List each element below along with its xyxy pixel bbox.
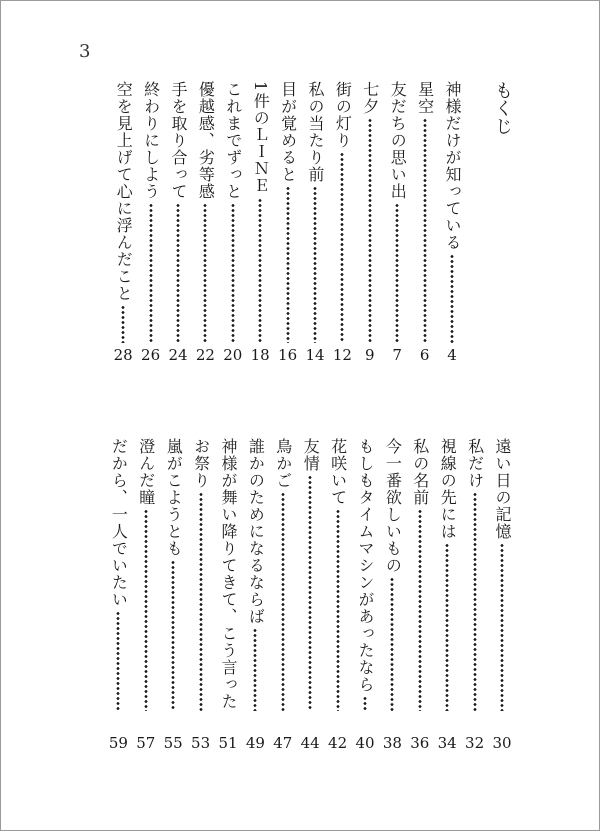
toc-entry-page-number: 20: [223, 346, 243, 364]
toc-entry-page-number: 30: [492, 734, 512, 752]
toc-entry-title: 空を見上げて心に浮んだこと: [114, 81, 134, 302]
toc-entry-leader: [339, 152, 345, 343]
toc-entry-leader: [198, 492, 204, 711]
toc-entry-leader: [312, 186, 318, 343]
toc-entry-title: お祭り: [191, 438, 211, 489]
toc-entry[interactable]: [302, 81, 328, 366]
toc-entry[interactable]: [357, 81, 383, 366]
toc-entry-title: 遠い日の記憶: [493, 438, 512, 540]
toc-entry-title: 花咲いて: [328, 438, 348, 506]
toc-entry-leader: [417, 509, 423, 711]
toc-entry-title: 神様が舞い降りてきて、こう言った: [219, 438, 238, 710]
toc-entry-leader: [472, 492, 478, 711]
toc-entry-title: 目が覚めると: [278, 81, 298, 183]
toc-entry[interactable]: [275, 81, 301, 366]
toc-entry-page-number: 49: [245, 734, 265, 752]
toc-entry-leader: [335, 509, 341, 711]
toc-entry-title: 誰かのためになるならば: [246, 438, 266, 625]
toc-entry-leader: [170, 560, 176, 711]
toc-entry-page-number: 28: [113, 346, 133, 364]
toc-entry[interactable]: [138, 81, 164, 366]
toc-entry-leader: [115, 611, 121, 711]
toc-entry[interactable]: [379, 438, 405, 754]
toc-entry-title: 七夕: [360, 81, 380, 115]
toc-entry-page-number: 51: [218, 734, 238, 752]
toc-entry-leader: [280, 492, 286, 711]
toc-entry-page-number: 12: [332, 346, 352, 364]
toc-entry[interactable]: [325, 438, 351, 754]
page-number: 3: [79, 41, 91, 62]
toc-entry-title: 1件のＬＩＮＥ: [251, 81, 271, 195]
toc-entry-leader: [307, 475, 313, 711]
toc-entry[interactable]: [247, 81, 273, 366]
toc-entry-page-number: 22: [195, 346, 215, 364]
toc-entry-title: 星空: [415, 81, 435, 115]
toc-entry-leader: [230, 203, 236, 343]
toc-entry-page-number: 47: [273, 734, 293, 752]
toc-entry-title: 視線の先には: [438, 438, 458, 540]
toc-entry-page-number: 44: [300, 734, 320, 752]
toc-entry-leader: [175, 203, 181, 343]
toc-entry-page-number: 14: [305, 346, 325, 364]
toc-entry-title: 私だけ: [465, 438, 485, 489]
toc-entry[interactable]: [329, 81, 355, 366]
toc-entry-leader: [444, 543, 450, 711]
toc-entry-title: だから、一人でいたい: [109, 438, 129, 608]
toc-entry-leader: [120, 305, 126, 343]
toc-entry-page-number: 34: [437, 734, 457, 752]
toc-entry[interactable]: [165, 81, 191, 366]
toc-entry-page-number: 53: [191, 734, 211, 752]
toc-entry-leader: [367, 118, 373, 343]
toc-entry-page-number: 59: [108, 734, 128, 752]
toc-entry-leader: [389, 577, 395, 711]
toc-entry[interactable]: [192, 81, 218, 366]
toc-entry[interactable]: [434, 438, 460, 754]
toc-entry[interactable]: [220, 81, 246, 366]
toc-entry[interactable]: [407, 438, 433, 754]
toc-entry[interactable]: [160, 438, 186, 754]
toc-entry-title: 神様だけが知っている: [443, 81, 462, 251]
toc-entry-page-number: 57: [136, 734, 156, 752]
toc-entry-title: 今一番欲しいもの: [383, 438, 403, 574]
toc-entry-page-number: 26: [141, 346, 161, 364]
toc-title: もくじ: [492, 81, 513, 135]
toc-entry-title: 手を取り合って: [169, 81, 188, 200]
toc-entry[interactable]: [105, 438, 131, 754]
toc-entry-title: 優越感、劣等感: [196, 81, 216, 200]
toc-entry[interactable]: [270, 438, 296, 754]
toc-entry-page-number: 36: [410, 734, 430, 752]
toc-entry-leader: [148, 203, 154, 343]
toc-entry-leader: [499, 543, 505, 711]
toc-entry-leader: [257, 198, 263, 343]
toc-entry-page-number: 40: [355, 734, 375, 752]
toc-entry[interactable]: [215, 438, 241, 754]
toc-entry-title: 友情: [301, 438, 321, 472]
toc-entry-page-number: 7: [392, 346, 402, 364]
toc-entry-title: 鳥かご: [273, 438, 293, 489]
toc-entry-page-number: 4: [447, 346, 457, 364]
toc-entry[interactable]: [133, 438, 159, 754]
toc-entry-leader: [422, 118, 428, 343]
toc-entry[interactable]: [489, 438, 515, 754]
toc-entry[interactable]: [384, 81, 410, 366]
toc-entry-page-number: 6: [419, 346, 430, 364]
toc-entry-leader: [252, 628, 258, 711]
toc-entry-title: 私の名前: [410, 438, 430, 506]
toc-entry-page-number: 9: [365, 346, 375, 364]
toc-entry[interactable]: [352, 438, 378, 754]
toc-entry[interactable]: [439, 81, 465, 366]
toc-entry[interactable]: [110, 81, 136, 366]
toc-entry[interactable]: [242, 438, 268, 754]
toc-entry-title: 友だちの思い出: [388, 81, 408, 200]
toc-entry-leader: [285, 186, 291, 343]
toc-entry-title: 街の灯り: [333, 81, 353, 149]
toc-entry-page-number: 16: [278, 346, 298, 364]
toc-entry-page-number: 18: [250, 346, 270, 364]
toc-entry-title: 私の当たり前: [306, 81, 325, 183]
toc-entry-page-number: 42: [328, 734, 348, 752]
toc-entry[interactable]: [462, 438, 488, 754]
toc-entry-title: 澄んだ瞳: [136, 438, 156, 506]
toc-entry-title: 嵐がこようとも: [164, 438, 184, 557]
toc-entry-title: もしもタイムマシンがあったなら: [356, 438, 375, 693]
toc-entry-page-number: 32: [465, 734, 485, 752]
toc-entry-title: これまでずっと: [223, 81, 243, 200]
toc-entry-page-number: 55: [163, 734, 183, 752]
toc-entry[interactable]: [188, 438, 214, 754]
toc-entry-leader: [449, 254, 455, 343]
toc-entry[interactable]: [297, 438, 323, 754]
toc-entry-leader: [362, 696, 368, 711]
toc-entry-title: 終わりにしよう: [141, 81, 161, 200]
toc-entry-leader: [202, 203, 208, 343]
toc-entry-page-number: 24: [168, 346, 188, 364]
toc-entry-leader: [143, 509, 149, 711]
toc-entry[interactable]: [412, 81, 438, 366]
toc-entry-page-number: 38: [382, 734, 402, 752]
toc-entry-leader: [394, 203, 400, 343]
